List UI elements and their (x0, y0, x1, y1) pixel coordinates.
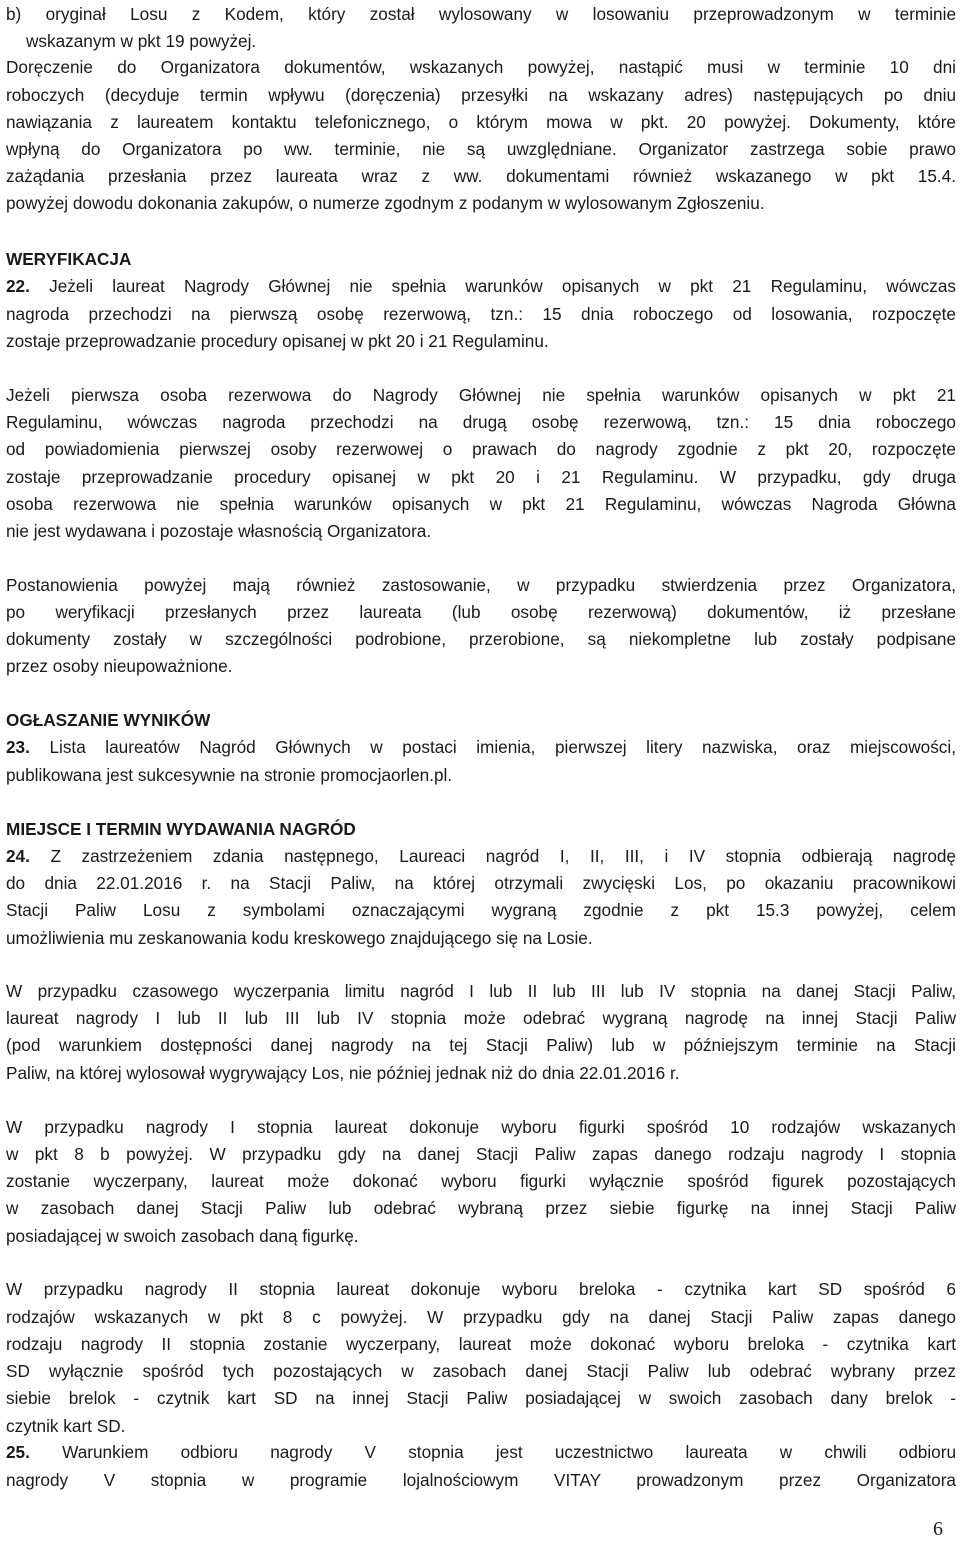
text-line (6, 842, 956, 870)
text-line (6, 272, 956, 300)
text-line: nagrody V stopnia w programie lojalnościowym VITAY prowadzonym przez Organizatora (6, 1470, 956, 1490)
text-line: umożliwienia mu zeskanowania kodu kreskowego znajdującego się na Losie. (6, 928, 593, 948)
text-line: nie jest wydawana i pozostaje własnością Organizatora. (6, 521, 432, 541)
section-heading: OGŁASZANIE WYNIKÓW (6, 710, 211, 730)
text-line: siebie brelok - czytnik kart SD na innej Stacji Paliw posiadającej w swoich zasobach dany brelok - (6, 1388, 956, 1408)
paragraph-text: Warunkiem odbioru nagrody V stopnia jest uczestnictwo laureata w chwili odbioru (29, 1442, 956, 1462)
text-line: nawiązania z laureatem kontaktu telefonicznego, o którym mowa w pkt. 20 powyżej. Dokumenty, które (6, 112, 956, 132)
text-line: Postanowienia powyżej mają również zastosowanie, w przypadku stwierdzenia przez Organizatora, (6, 575, 956, 595)
text-line: rodzajów wskazanych w pkt 8 c powyżej. W przypadku gdy na danej Stacji Paliw zapas danego (6, 1307, 956, 1327)
text-line: po weryfikacji przesłanych przez laureata (lub osobę rezerwową) dokumentów, iż przesłane (6, 602, 956, 622)
paragraph-text: Jeżeli laureat Nagrody Głównej nie spełnia warunków opisanych w pkt 21 Regulaminu, wówczas (29, 276, 956, 296)
text-line: rodzaju nagrody II stopnia zostanie wyczerpany, laureat może dokonać wyboru breloka - czytnika kart (6, 1334, 956, 1354)
paragraph-text: Lista laureatów Nagród Głównych w postaci imienia, pierwszej litery nazwiska, oraz miejscowości, (29, 737, 956, 757)
paragraph-number: 25. (6, 1442, 30, 1462)
text-line: Paliw, na której wylosował wygrywający Los, nie później jednak niż do dnia 22.01.2016 r. (6, 1063, 680, 1083)
text-line: w pkt 8 b powyżej. W przypadku gdy na danej Stacji Paliw zapas danego rodzaju nagrody I stopnia (6, 1144, 956, 1164)
text-line: Doręczenie do Organizatora dokumentów, wskazanych powyżej, nastąpić musi w terminie 10 dni (6, 57, 956, 77)
text-line: w zasobach danej Stacji Paliw lub odebrać wybraną przez siebie figurkę na innej Stacji Paliw (6, 1198, 956, 1218)
text-line: publikowana jest sukcesywnie na stronie promocjaorlen.pl. (6, 765, 453, 785)
text-line: czytnik kart SD. (6, 1416, 126, 1436)
text-line: Jeżeli pierwsza osoba rezerwowa do Nagrody Głównej nie spełnia warunków opisanych w pkt 21 (6, 385, 956, 405)
text-line: przez osoby nieupoważnione. (6, 656, 233, 676)
text-line: W przypadku czasowego wyczerpania limitu nagród I lub II lub III lub IV stopnia na danej Stacji Paliw, (6, 981, 956, 1001)
section-heading: MIEJSCE I TERMIN WYDAWANIA NAGRÓD (6, 819, 356, 839)
text-line: zostaje przeprowadzanie procedury opisanej w pkt 20 i 21 Regulaminu. W przypadku, gdy druga (6, 467, 956, 487)
paragraph-text: Z zastrzeżeniem zdania następnego, Laureaci nagród I, II, III, i IV stopnia odbierają nagrodę (29, 846, 956, 866)
text-line: osoba rezerwowa nie spełnia warunków opisanych w pkt 21 Regulaminu, wówczas Nagroda Główna (6, 494, 956, 514)
text-line: do dnia 22.01.2016 r. na Stacji Paliw, na której otrzymali zwycięski Los, po okazaniu pracownikowi (6, 873, 956, 893)
paragraph-number: 23. (6, 737, 30, 757)
page-number: 6 (933, 1518, 943, 1540)
text-line: zażądania przesłania przez laureata wraz z ww. dokumentami również wskazanego w pkt 15.4. (6, 166, 956, 186)
text-line: W przypadku nagrody II stopnia laureat dokonuje wyboru breloka - czytnika kart SD spośród 6 (6, 1279, 956, 1299)
text-line: posiadającej w swoich zasobach daną figurkę. (6, 1226, 359, 1246)
text-line: wskazanym w pkt 19 powyżej. (26, 31, 257, 51)
text-line: od powiadomienia pierwszej osoby rezerwowej o prawach do nagrody zgodnie z pkt 20, rozpoczęte (6, 439, 956, 459)
text-line: Regulaminu, wówczas nagroda przechodzi na drugą osobę rezerwową, tzn.: 15 dnia roboczego (6, 412, 956, 432)
section-heading: WERYFIKACJA (6, 249, 132, 269)
text-line: Stacji Paliw Losu z symbolami oznaczającymi wygraną zgodnie z pkt 15.3 powyżej, celem (6, 900, 956, 920)
text-line: zostaje przeprowadzanie procedury opisanej w pkt 20 i 21 Regulaminu. (6, 331, 549, 351)
text-line: SD wyłącznie spośród tych pozostających w zasobach danej Stacji Paliw lub odebrać wybrany przez (6, 1361, 956, 1381)
text-line: (pod warunkiem dostępności danej nagrody na tej Stacji Paliw) lub w późniejszym terminie na Stacji (6, 1035, 956, 1055)
text-line: dokumenty zostały w szczególności podrobione, przerobione, są niekompletne lub zostały podpisane (6, 629, 956, 649)
text-line: W przypadku nagrody I stopnia laureat dokonuje wyboru figurki spośród 10 rodzajów wskazanych (6, 1117, 956, 1137)
text-line: nagroda przechodzi na pierwszą osobę rezerwową, tzn.: 15 dnia roboczego od losowania, rozpoczęte (6, 304, 956, 324)
text-line: wpłyną do Organizatora po ww. terminie, nie są uwzględniane. Organizator zastrzega sobie prawo (6, 139, 956, 159)
text-line: zostanie wyczerpany, laureat może dokonać wyboru figurki wyłącznie spośród figurek pozostających (6, 1171, 956, 1191)
text-line: roboczych (decyduje termin wpływu (doręczenia) przesyłki na wskazany adres) następujących po dniu (6, 85, 956, 105)
paragraph-number: 22. (6, 276, 30, 296)
text-line: b) oryginał Losu z Kodem, który został wylosowany w losowaniu przeprowadzonym w terminie (6, 4, 956, 24)
text-line (6, 1438, 956, 1466)
text-line: powyżej dowodu dokonania zakupów, o numerze zgodnym z podanym w wylosowanym Zgłoszeniu. (6, 193, 765, 213)
text-line: laureat nagrody I lub II lub III lub IV stopnia może odebrać wygraną nagrodę na innej Stacji Paliw (6, 1008, 956, 1028)
text-line (6, 733, 956, 761)
paragraph-number: 24. (6, 846, 30, 866)
